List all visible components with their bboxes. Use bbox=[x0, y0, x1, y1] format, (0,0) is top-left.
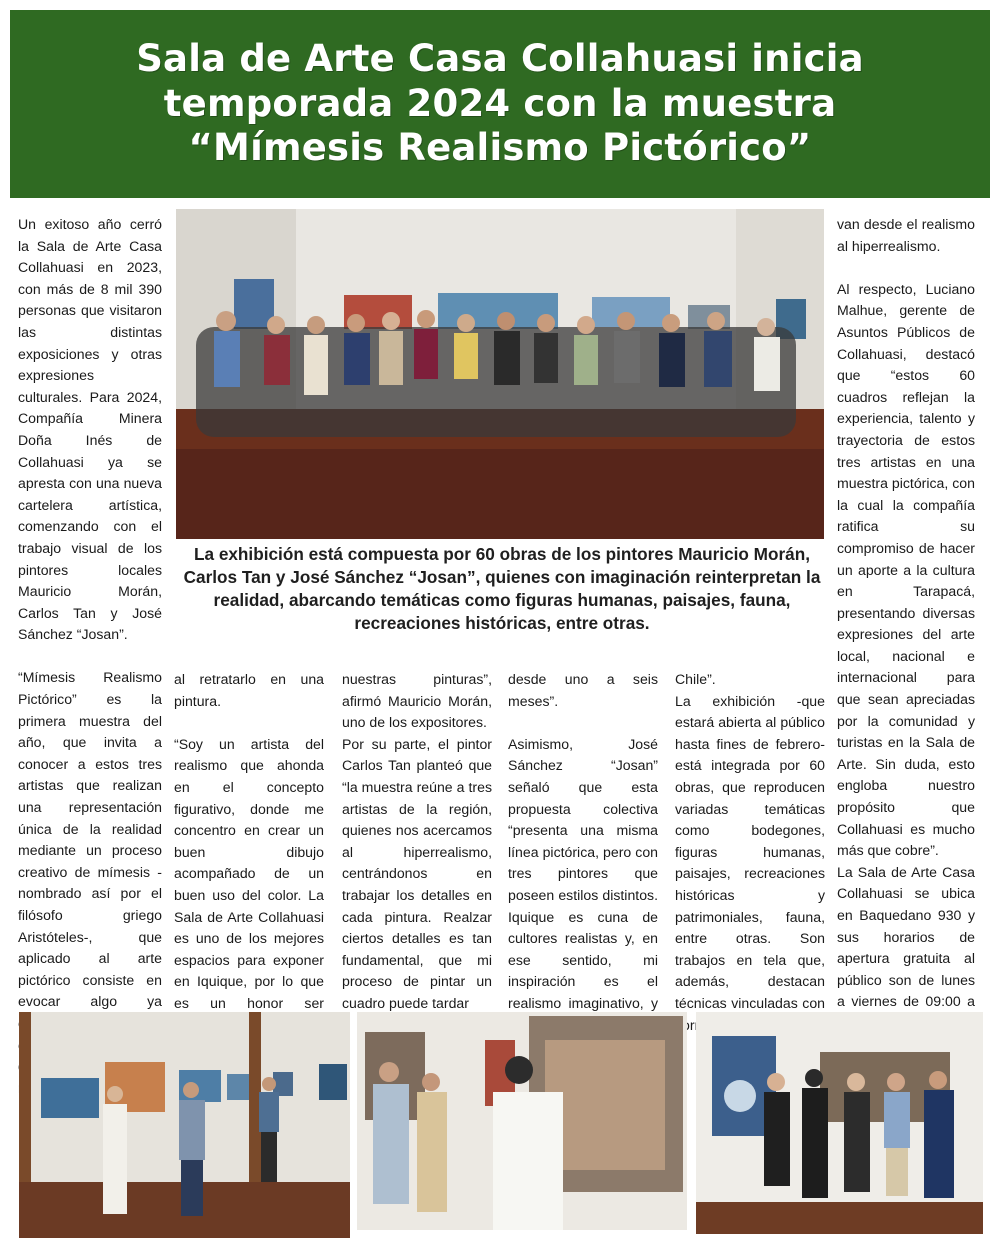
headline-line-3: “Mímesis Realismo Pictórico” bbox=[188, 126, 812, 170]
gallery-photo-1 bbox=[19, 1012, 350, 1238]
paragraph: Asimismo, José Sánchez “Josan” señaló que esta propuesta colectiva “presenta una misma línea pictórica, pero con tres pintores que poseen estilos distintos. Iquique es cuna de cultores realistas y, en ese sentido, mi inspiración es el realismo imaginativo, y bbox=[508, 735, 658, 1011]
paragraph: Por su parte, el pintor Carlos Tan planteó que “la muestra reúne a tres artistas de la región, quienes nos acercamos al hiperrealismo, centrándonos en trabajar los detalles en cada pintura. Realzar ciertos detalles es tan fundamental, que mi proceso de pintar un cuadro puede tardar bbox=[342, 735, 492, 1011]
paragraph: nuestras pinturas”, afirmó Mauricio Morán, uno de los expositores. bbox=[342, 671, 492, 731]
paragraph: “Soy un artista del realismo que ahonda en el concepto figurativo, donde me concentro en crear un buen dibujo acompañado de un buen uso del color. La Sala de Arte Collahuasi es uno de los mejores espacios para exponer en Iquique, por lo que es un honor ser bbox=[174, 735, 324, 1011]
headline-band bbox=[10, 10, 990, 198]
article-column-6 bbox=[837, 214, 975, 1056]
paragraph: desde uno a seis meses”. bbox=[508, 671, 658, 709]
paragraph: van desde el realismo al hiperrealismo. bbox=[837, 216, 975, 254]
headline-line-2: temporada 2024 con la muestra bbox=[163, 81, 837, 125]
paragraph: al retratarlo en una pintura. bbox=[174, 671, 324, 709]
headline-line-1: Sala de Arte Casa Collahuasi inicia bbox=[136, 37, 864, 81]
paragraph: Al respecto, Luciano Malhue, gerente de Asuntos Públicos de Collahuasi, destacó que “estos 60 cuadros reflejan la experiencia, talento y trayectoria de estos tres artistas en una muestra pictórica, con la cual la compañía ratifica su compromiso de hacer un aporte a la cultura en Tarapacá, presentando diversas expresiones del arte local, nacional e internacional para que sean apreciadas por la comunidad y turistas en la Sala de Arte. Sin duda, esto engloba nuestro propósito que Collahuasi es mucho más que cobre”. bbox=[837, 280, 975, 859]
paragraph: La Sala de Arte Casa Collahuasi se ubica en Baquedano 930 y sus horarios de apertura gratuita al público son de lunes a viernes de 09:00 a bbox=[837, 863, 975, 1010]
callout bbox=[182, 543, 822, 635]
group-photo bbox=[176, 209, 824, 539]
article-column-5 bbox=[675, 669, 825, 1036]
article-column-3 bbox=[342, 669, 492, 1015]
article-column-1 bbox=[18, 214, 162, 1099]
headline bbox=[136, 37, 864, 170]
paragraph: La exhibición -que estará abierta al público hasta fines de febrero- está integrada por 60 obras, que reproducen variadas temáticas como bodegones, figuras humanas, paisajes, recreaciones históricas y patrimoniales, fauna, entre otras. Son trabajos en tela que, además, destacan técnicas vinculadas con bbox=[675, 692, 825, 1011]
paragraph: Chile”. bbox=[675, 671, 716, 687]
callout-text: La exhibición está compuesta por 60 obras de los pintores Mauricio Morán, Carlos Tan y José Sánchez “Josan”, quienes con imaginación reinterpretan la realidad, abarcando temáticas como figuras humanas, paisajes, fauna, recreaciones históricas, entre otras. bbox=[183, 544, 821, 633]
article-column-2 bbox=[174, 669, 324, 1036]
paragraph: Un exitoso año cerró la Sala de Arte Casa Collahuasi en 2023, con más de 8 mil 390 personas que visitaron las distintas exposiciones y otras expresiones culturales. Para 2024, Compañía Minera Doña Inés de Collahuasi ya se apresta con una nueva cartelera artística, comenzando con el trabajo visual de los pintores locales Mauricio Morán, Carlos Tan y José Sánchez “Josan”. bbox=[18, 216, 162, 643]
gallery-photo-2 bbox=[357, 1012, 687, 1230]
paragraph: “Mímesis Realismo Pictórico” es la primera muestra del año, que invita a conocer a estos tres artistas que realizan una representación única de la realidad mediante un proceso creativo de mímesis -nombrado así por el filósofo griego Aristóteles-, que aplicado al arte pictórico consiste en evocar algo ya bbox=[18, 669, 162, 1010]
gallery-photo-3 bbox=[696, 1012, 983, 1234]
